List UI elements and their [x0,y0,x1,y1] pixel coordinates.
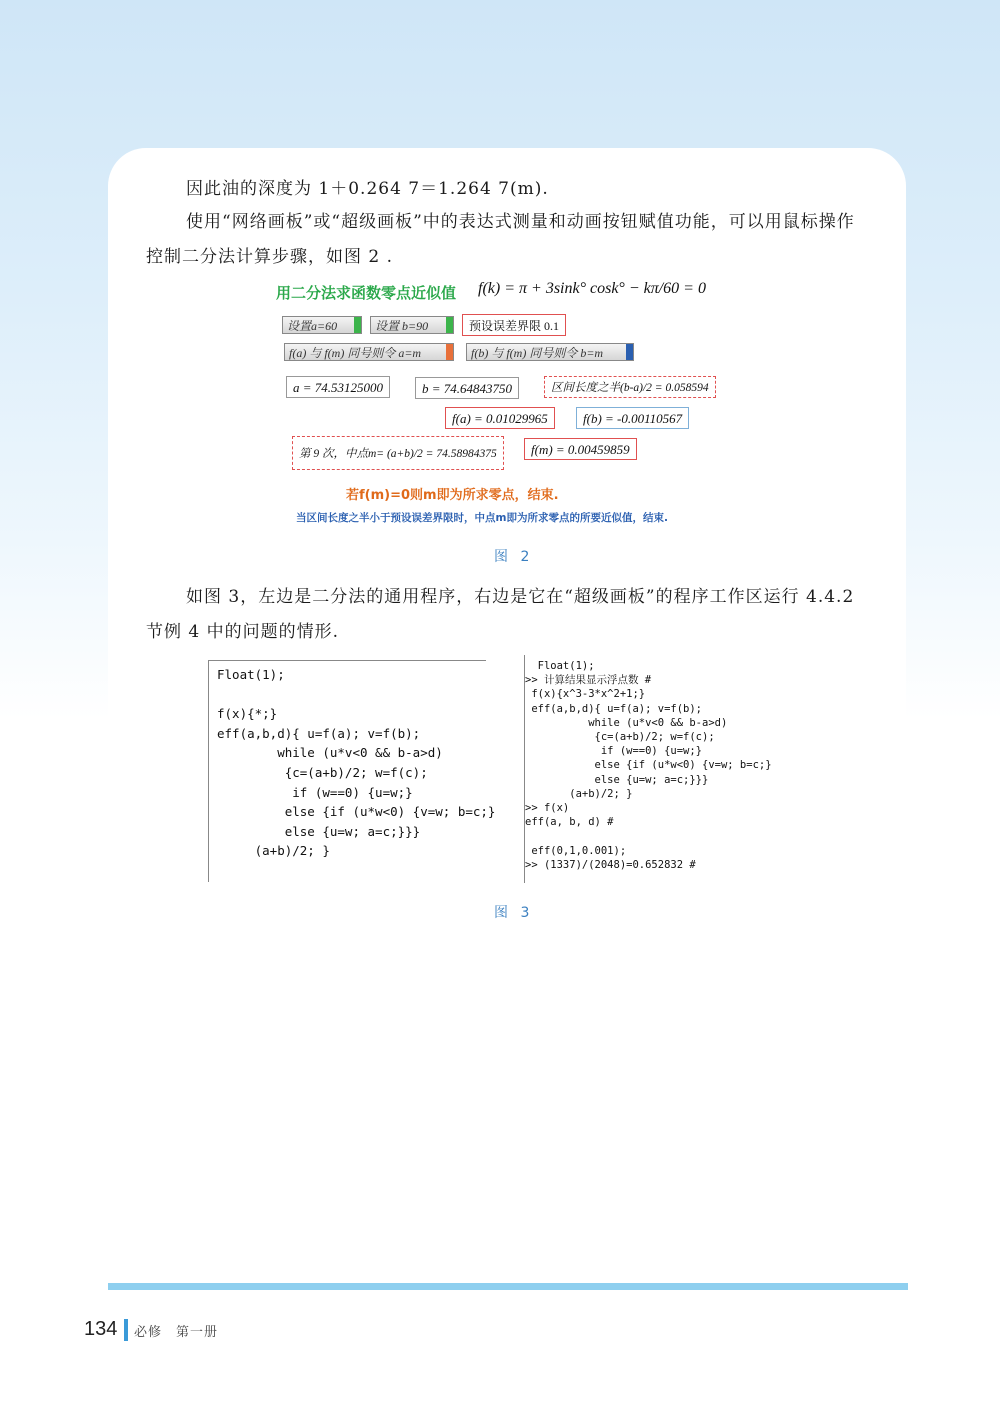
figure-2-caption: 图 2 [494,549,534,565]
footer-accent-bar [124,1319,128,1341]
fa-value-box: f(a) = 0.01029965 [445,407,555,429]
paragraph-3: 如图 3，左边是二分法的通用程序，右边是它在“超级画板”的程序工作区运行 4.4.2 节例 4 中的问题的情形. [146,587,855,642]
paragraph-1: 因此油的深度为 1＋0.264 7＝1.264 7(m). [186,179,549,199]
figure-2-note-stop: 当区间长度之半小于预设误差界限时，中点m即为所求零点的所要近似值，结束. [296,512,668,524]
figure-2-note-zero: 若f(m)=0则m即为所求零点，结束. [346,488,559,503]
iteration-box: 第 9 次，中点m= (a+b)/2 = 74.58984375 [292,436,504,470]
book-title: 必修 第一册 [134,1325,219,1340]
fm-value-box: f(m) = 0.00459859 [524,438,637,460]
fb-value-box: f(b) = -0.00110567 [576,407,689,429]
figure-2-formula: f(k) = π + 3sink° cosk° − kπ/60 = 0 [478,280,706,297]
paragraph-2: 使用“网络画板”或“超级画板”中的表达式测量和动画按钮赋值功能，可以用鼠标操作控制二分法计算步骤，如图 2 . [146,212,855,267]
b-value-box: b = 74.64843750 [415,377,519,399]
fb-fm-label: f(b) 与 f(m) 同号则令 b=m [471,346,604,360]
figure-2-title: 用二分法求函数零点近似值 [276,284,457,302]
fb-fm-button[interactable] [466,343,634,361]
a-value-box: a = 74.53125000 [286,376,390,398]
fa-fm-label: f(a) 与 f(m) 同号则令 a=m [289,346,422,360]
set-a-label: 设置a=60 [287,319,338,333]
set-a-button[interactable] [282,316,362,334]
page-number: 134 [84,1318,118,1340]
error-limit-box: 预设误差界限 0.1 [462,314,566,336]
fa-fm-button[interactable] [284,343,454,361]
half-interval-box: 区间长度之半(b-a)/2 = 0.058594 [544,376,716,398]
set-b-label: 设置 b=90 [375,319,429,333]
figure-2 [270,276,740,536]
footer-divider [108,1283,908,1290]
figure-3-caption: 图 3 [494,905,534,921]
set-b-button[interactable] [370,316,454,334]
program-workspace-output: Float(1); >> 计算结果显示浮点数 # f(x){x^3-3*x^2+1;} eff(a,b,d){ u=f(a); v=f(b); while (u*v<0 && b-a>d) {c=(a+b)/2; w=f(c); if (w==0) {u=w;} else {if (u*w<0) {v=w; b=c;} else {u=w; a=c;}}} (a+b)/2; } >> f(x) eff(a, b, d) # eff(0,1,0.001); >> (1337)/(2048)=0.652832 # [524,655,764,883]
generic-program-code: Float(1); f(x){*;} eff(a,b,d){ u=f(a); v=f(b); while (u*v<0 && b-a>d) {c=(a+b)/2; w=f(c); if (w==0) {u=w;} else {if (u*w<0) {v=w; b=c;} else {u=w; a=c;}}} (a+b)/2; } [208,660,486,882]
